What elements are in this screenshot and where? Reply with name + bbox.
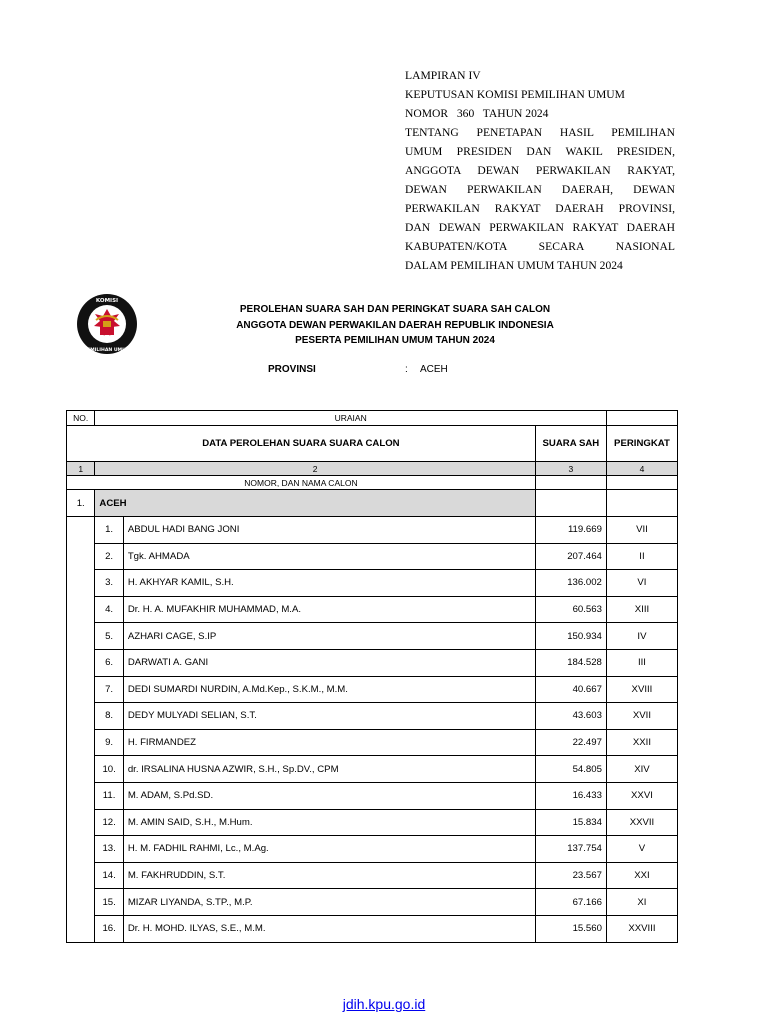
candidate-no: 9. (95, 729, 123, 756)
group-no: 1. (67, 490, 95, 517)
empty-cell (67, 623, 95, 650)
candidate-name: Tgk. AHMADA (123, 543, 535, 570)
candidate-no: 14. (95, 862, 123, 889)
candidate-rank: II (606, 543, 677, 570)
candidate-name: Dr. H. MOHD. ILYAS, S.E., M.M. (123, 915, 535, 942)
candidate-name: AZHARI CAGE, S.IP (123, 623, 535, 650)
header-line: ANGGOTA DEWAN PERWAKILAN RAKYAT, (405, 164, 675, 177)
candidate-votes: 22.497 (535, 729, 606, 756)
table-row (67, 703, 678, 730)
candidate-rank: XIII (606, 596, 677, 623)
candidate-rank: III (606, 649, 677, 676)
empty-cell (67, 862, 95, 889)
candidate-name: DARWATI A. GANI (123, 649, 535, 676)
table-row (67, 862, 678, 889)
group-row (67, 490, 678, 517)
col-data-header: DATA PEROLEHAN SUARA SUARA CALON (67, 426, 536, 462)
province-colon: : (405, 364, 408, 375)
candidate-votes: 119.669 (535, 517, 606, 544)
candidate-name: H. FIRMANDEZ (123, 729, 535, 756)
empty-cell (67, 649, 95, 676)
candidate-name: M. ADAM, S.Pd.SD. (123, 782, 535, 809)
candidate-name: MIZAR LIYANDA, S.TP., M.P. (123, 889, 535, 916)
empty-cell (67, 809, 95, 836)
empty-cell (67, 517, 95, 544)
table-row (67, 836, 678, 863)
empty-cell (67, 676, 95, 703)
empty-cell (67, 703, 95, 730)
candidate-no: 7. (95, 676, 123, 703)
candidate-no: 1. (95, 517, 123, 544)
decree-header (405, 66, 675, 275)
candidate-name: dr. IRSALINA HUSNA AZWIR, S.H., Sp.DV., CPM (123, 756, 535, 783)
candidate-rank: XIV (606, 756, 677, 783)
header-line: TENTANG PENETAPAN HASIL PEMILIHAN (405, 126, 675, 139)
candidate-name: H. AKHYAR KAMIL, S.H. (123, 570, 535, 597)
empty-cell (67, 836, 95, 863)
empty-cell (67, 543, 95, 570)
candidate-no: 13. (95, 836, 123, 863)
header-line: DAN DEWAN PERWAKILAN RAKYAT DAERAH (405, 221, 675, 234)
col-uraian-header: URAIAN (95, 411, 607, 426)
candidate-no: 4. (95, 596, 123, 623)
header-line: UMUM PRESIDEN DAN WAKIL PRESIDEN, (405, 145, 675, 158)
candidate-name: DEDI SUMARDI NURDIN, A.Md.Kep., S.K.M., M.M. (123, 676, 535, 703)
candidate-rank: V (606, 836, 677, 863)
empty-cell (606, 411, 677, 426)
table-row (67, 782, 678, 809)
empty-cell (606, 490, 677, 517)
candidate-name: DEDY MULYADI SELIAN, S.T. (123, 703, 535, 730)
table-row (67, 889, 678, 916)
empty-cell (67, 596, 95, 623)
header-line: KEPUTUSAN KOMISI PEMILIHAN UMUM (405, 88, 625, 101)
candidate-rank: XXI (606, 862, 677, 889)
group-name: ACEH (95, 490, 535, 517)
col-number: 3 (535, 462, 606, 476)
header-line: PERWAKILAN RAKYAT DAERAH PROVINSI, (405, 202, 675, 215)
empty-cell (606, 476, 677, 490)
empty-cell (535, 490, 606, 517)
candidate-votes: 184.528 (535, 649, 606, 676)
empty-cell (535, 476, 606, 490)
table-header-row (67, 411, 678, 426)
candidate-no: 15. (95, 889, 123, 916)
table-row (67, 543, 678, 570)
empty-cell (67, 915, 95, 942)
empty-cell (67, 782, 95, 809)
candidate-rank: XVIII (606, 676, 677, 703)
empty-cell (67, 889, 95, 916)
province-label: PROVINSI (268, 364, 316, 375)
candidate-no: 12. (95, 809, 123, 836)
candidate-votes: 16.433 (535, 782, 606, 809)
candidate-votes: 60.563 (535, 596, 606, 623)
header-line: DEWAN PERWAKILAN DAERAH, DEWAN (405, 183, 675, 196)
candidate-name: ABDUL HADI BANG JONI (123, 517, 535, 544)
candidate-votes: 137.754 (535, 836, 606, 863)
column-number-row (67, 462, 678, 476)
candidate-rank: XXVIII (606, 915, 677, 942)
candidate-name: H. M. FADHIL RAHMI, Lc., M.Ag. (123, 836, 535, 863)
candidate-no: 5. (95, 623, 123, 650)
empty-cell (67, 729, 95, 756)
candidate-votes: 207.464 (535, 543, 606, 570)
table-row (67, 649, 678, 676)
sub-header: NOMOR, DAN NAMA CALON (67, 476, 536, 490)
results-table (66, 410, 678, 943)
col-number: 4 (606, 462, 677, 476)
candidate-votes: 15.834 (535, 809, 606, 836)
candidate-rank: VII (606, 517, 677, 544)
header-line: LAMPIRAN IV (405, 69, 481, 82)
jdih-link[interactable]: jdih.kpu.go.id (342, 996, 426, 1012)
candidate-no: 3. (95, 570, 123, 597)
title-line-1: PEROLEHAN SUARA SAH DAN PERINGKAT SUARA SAH CALON (239, 304, 551, 315)
col-suara-header: SUARA SAH (535, 426, 606, 462)
candidate-votes: 23.567 (535, 862, 606, 889)
candidate-votes: 150.934 (535, 623, 606, 650)
candidate-no: 10. (95, 756, 123, 783)
table-header-row (67, 426, 678, 462)
table-row (67, 570, 678, 597)
svg-text:PEMILIHAN UMUM: PEMILIHAN UMUM (83, 348, 131, 353)
candidate-rank: XXVII (606, 809, 677, 836)
candidate-rank: XXII (606, 729, 677, 756)
header-line: DALAM PEMILIHAN UMUM TAHUN 2024 (405, 259, 623, 272)
header-line: KABUPATEN/KOTA SECARA NASIONAL (405, 240, 675, 253)
candidate-name: Dr. H. A. MUFAKHIR MUHAMMAD, M.A. (123, 596, 535, 623)
table-row (67, 596, 678, 623)
col-number: 2 (95, 462, 535, 476)
candidate-name: M. AMIN SAID, S.H., M.Hum. (123, 809, 535, 836)
table-row (67, 676, 678, 703)
table-row (67, 915, 678, 942)
col-no-header: NO. (67, 411, 95, 426)
candidate-votes: 54.805 (535, 756, 606, 783)
kpu-logo (76, 292, 138, 356)
candidate-votes: 136.002 (535, 570, 606, 597)
candidate-votes: 67.166 (535, 889, 606, 916)
candidate-votes: 15.560 (535, 915, 606, 942)
empty-cell (67, 570, 95, 597)
candidate-name: M. FAKHRUDDIN, S.T. (123, 862, 535, 889)
header-line: NOMOR 360 TAHUN 2024 (405, 107, 549, 120)
candidate-no: 2. (95, 543, 123, 570)
table-row (67, 729, 678, 756)
svg-text:KOMISI: KOMISI (95, 298, 119, 304)
candidate-rank: XI (606, 889, 677, 916)
candidate-no: 8. (95, 703, 123, 730)
province-value: ACEH (420, 364, 448, 375)
candidate-votes: 43.603 (535, 703, 606, 730)
candidate-rank: IV (606, 623, 677, 650)
candidate-rank: VI (606, 570, 677, 597)
report-title (150, 302, 640, 349)
candidate-rank: XVII (606, 703, 677, 730)
table-row (67, 809, 678, 836)
candidate-votes: 40.667 (535, 676, 606, 703)
col-peringkat-header: PERINGKAT (606, 426, 677, 462)
table-row (67, 756, 678, 783)
title-line-2: ANGGOTA DEWAN PERWAKILAN DAERAH REPUBLIK INDONESIA (236, 319, 554, 331)
sub-header-row (67, 476, 678, 490)
candidate-no: 6. (95, 649, 123, 676)
table-row (67, 517, 678, 544)
table-row (67, 623, 678, 650)
col-number: 1 (67, 462, 95, 476)
title-line-3: PESERTA PEMILIHAN UMUM TAHUN 2024 (295, 335, 495, 346)
candidate-no: 11. (95, 782, 123, 809)
candidate-rank: XXVI (606, 782, 677, 809)
candidate-no: 16. (95, 915, 123, 942)
empty-cell (67, 756, 95, 783)
